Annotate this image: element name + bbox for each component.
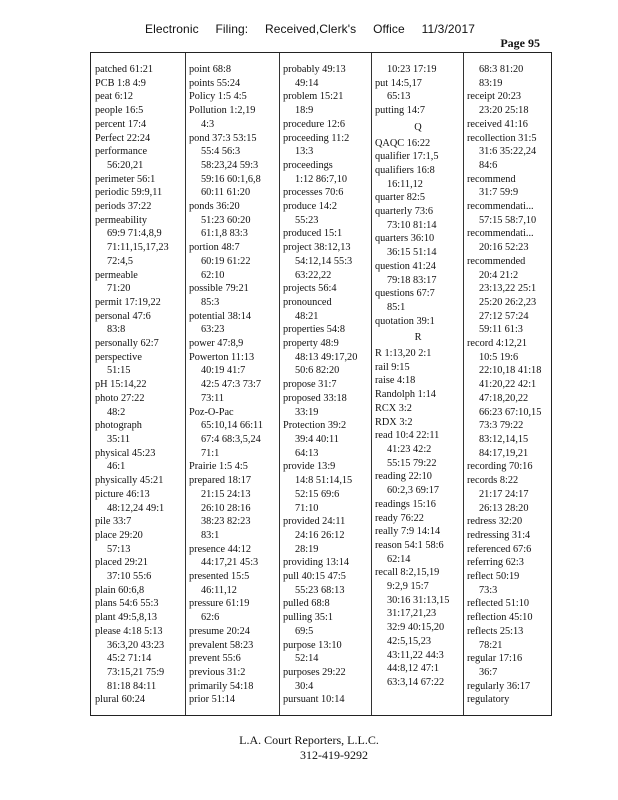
index-entry-continuation: 63:3,14 67:22 [387, 676, 445, 688]
index-entry: property 48:9 [283, 338, 339, 350]
index-entry-continuation: 60:2,3 69:17 [387, 485, 440, 497]
column-divider [371, 53, 372, 715]
index-entry: procedure 12:6 [283, 118, 346, 130]
index-entry: Poz-O-Pac [189, 406, 234, 418]
index-entry-continuation: 42:5,15,23 [387, 635, 432, 647]
index-entry: reflects 25:13 [467, 625, 524, 637]
index-entry: Policy 1:5 4:5 [189, 91, 247, 103]
index-entry-continuation: 84:6 [479, 159, 498, 171]
index-entry-continuation: 71:1 [201, 447, 220, 459]
index-column-2 [189, 63, 277, 711]
index-entry-continuation: 20:4 21:2 [479, 269, 519, 281]
index-entry-continuation: 48:13 49:17,20 [295, 351, 358, 363]
index-entry: recommendati... [467, 228, 534, 240]
index-entry: plural 60:24 [95, 694, 146, 706]
index-entry-continuation: 57:13 [107, 543, 131, 555]
footer-phone: 312-419-9292 [300, 748, 368, 762]
index-entry-continuation: 55:4 56:3 [201, 146, 241, 158]
index-entry-continuation: 66:23 67:10,15 [479, 406, 542, 418]
index-entry-continuation: 62:10 [201, 269, 225, 281]
index-entry: proceedings [283, 159, 333, 171]
index-entry: ponds 36:20 [189, 201, 240, 213]
reporter-footer [0, 733, 618, 763]
index-entry: photo 27:22 [95, 392, 145, 404]
index-entry-continuation: 18:9 [295, 105, 314, 117]
column-divider [463, 53, 464, 715]
index-entry: record 4:12,21 [467, 338, 528, 350]
index-entry: personal 47:6 [95, 310, 151, 322]
index-entry: read 10:4 22:11 [375, 430, 440, 442]
index-entry-continuation: 73:10 81:14 [387, 219, 437, 231]
index-entry: ready 76:22 [375, 512, 424, 524]
index-entry-continuation: 60:19 61:22 [201, 255, 251, 267]
index-entry: problem 15:21 [283, 91, 344, 103]
index-entry-continuation: 37:10 55:6 [107, 571, 152, 583]
index-entry: put 14:5,17 [375, 77, 422, 89]
index-entry: pursuant 10:14 [283, 694, 345, 706]
index-entry-continuation: 57:15 58:7,10 [479, 214, 537, 226]
index-entry: pond 37:3 53:15 [189, 132, 257, 144]
index-entry-continuation: 26:10 28:16 [201, 502, 251, 514]
index-entry-continuation: 36:15 51:14 [387, 247, 437, 259]
index-entry: propose 31:7 [283, 379, 337, 391]
index-entry: records 8:22 [467, 475, 519, 487]
index-entry-continuation: 73:3 79:22 [479, 420, 524, 432]
index-entry-continuation: 24:16 26:12 [295, 529, 345, 541]
index-entry: perspective [95, 351, 142, 363]
index-entry: reflected 51:10 [467, 598, 530, 610]
index-entry-continuation: 71:10 [295, 502, 319, 514]
index-entry: redressing 31:4 [467, 529, 531, 541]
index-entry-continuation: 72:4,5 [107, 255, 134, 267]
index-entry-continuation: 38:23 82:23 [201, 516, 251, 528]
index-entry: photograph [95, 420, 142, 432]
index-entry-continuation: 55:23 68:13 [295, 584, 345, 596]
index-entry: RCX 3:2 [375, 402, 412, 414]
index-entry: rail 9:15 [375, 361, 410, 373]
header-filing: Filing: [215, 22, 249, 36]
index-entry-continuation: 14:8 51:14,15 [295, 475, 353, 487]
index-entry: processes 70:6 [283, 187, 344, 199]
index-entry: placed 29:21 [95, 557, 148, 569]
index-entry-continuation: 46:1 [107, 461, 126, 473]
index-entry-continuation: 25:20 26:2,23 [479, 296, 537, 308]
section-letter: Q [414, 121, 422, 133]
index-entry: prepared 18:17 [189, 475, 252, 487]
index-entry: RDX 3:2 [375, 416, 413, 428]
index-entry: place 29:20 [95, 529, 143, 541]
index-entry: people 16:5 [95, 105, 144, 117]
index-entry: probably 49:13 [283, 64, 346, 75]
index-entry-continuation: 59:16 60:1,6,8 [201, 173, 261, 185]
index-entry: provide 13:9 [283, 461, 336, 473]
header-office: Office [373, 22, 405, 36]
index-entry: reason 54:1 58:6 [375, 539, 444, 551]
index-entry-continuation: 54:12,14 55:3 [295, 255, 353, 267]
index-column-5 [467, 63, 551, 711]
index-entry-continuation: 21:15 24:13 [201, 488, 251, 500]
index-entry-continuation: 31:7 59:9 [479, 187, 519, 199]
index-entry-continuation: 73:3 [479, 584, 498, 596]
index-entry-continuation: 58:23,24 59:3 [201, 159, 259, 171]
index-entry-continuation: 27:12 57:24 [479, 310, 529, 322]
index-entry-continuation: 71:11,15,17,23 [107, 242, 169, 254]
header-electronic: Electronic [145, 22, 199, 36]
index-entry: receipt 20:23 [467, 91, 522, 103]
index-column-4 [375, 63, 461, 711]
index-entry: referenced 67:6 [467, 543, 532, 555]
index-entry: quarters 36:10 [375, 233, 435, 245]
index-entry: qualifier 17:1,5 [375, 151, 439, 163]
index-entry: picture 46:13 [95, 488, 150, 500]
index-entry: Protection 39:2 [283, 420, 347, 432]
index-entry-continuation: 21:17 24:17 [479, 488, 529, 500]
index-entry: proposed 33:18 [283, 392, 347, 404]
index-entry: reflection 45:10 [467, 612, 533, 624]
index-entry-continuation: 78:21 [479, 639, 503, 651]
index-entry: patched 61:21 [95, 64, 154, 75]
index-entry-continuation: 23:20 25:18 [479, 105, 529, 117]
index-entry-continuation: 4:3 [201, 118, 215, 130]
index-frame [90, 52, 552, 716]
index-entry: points 55:24 [189, 77, 241, 89]
section-letter: R [414, 332, 422, 344]
index-entry-continuation: 67:4 68:3,5,24 [201, 433, 261, 445]
index-entry: questions 67:7 [375, 288, 435, 300]
index-entry: Powerton 11:13 [189, 351, 255, 363]
index-entry-continuation: 83:12,14,15 [479, 433, 529, 445]
index-entry-continuation: 46:11,12 [201, 584, 237, 596]
index-entry-continuation: 30:4 [295, 680, 314, 692]
index-column-1 [95, 63, 183, 711]
index-entry: personally 62:7 [95, 338, 159, 350]
index-entry-continuation: 52:14 [295, 653, 319, 665]
index-entry-continuation: 73:15,21 75:9 [107, 666, 165, 678]
index-entry: please 4:18 5:13 [95, 625, 163, 637]
index-entry-continuation: 36:3,20 43:23 [107, 639, 165, 651]
index-entry: recollection 31:5 [467, 132, 537, 144]
index-entry: quarterly 73:6 [375, 206, 434, 218]
index-entry-continuation: 61:1,8 83:3 [201, 228, 248, 240]
index-entry: question 41:24 [375, 260, 436, 272]
index-entry-continuation: 31:6 35:22,24 [479, 146, 537, 158]
index-entry: presence 44:12 [189, 543, 252, 555]
index-entry: regular 17:16 [467, 653, 523, 665]
index-entry: permit 17:19,22 [95, 296, 161, 308]
index-entry-continuation: 43:11,22 44:3 [387, 649, 444, 661]
index-entry: quarter 82:5 [375, 192, 426, 204]
index-entry-continuation: 62:14 [387, 553, 411, 565]
index-entry: recording 70:16 [467, 461, 533, 473]
index-entry: pH 15:14,22 [95, 379, 147, 391]
index-entry-continuation: 51:23 60:20 [201, 214, 251, 226]
index-entry-continuation: 83:19 [479, 77, 503, 89]
index-entry-continuation: 79:18 83:17 [387, 274, 437, 286]
index-entry-continuation: 10:23 17:19 [387, 64, 437, 75]
index-entry-continuation: 65:13 [387, 91, 411, 103]
index-entry-continuation: 13:3 [295, 146, 314, 158]
index-entry: primarily 54:18 [189, 680, 254, 692]
index-entry-continuation: 51:15 [107, 365, 131, 377]
index-entry: raise 4:18 [375, 375, 416, 387]
index-entry-continuation: 73:11 [201, 392, 225, 404]
index-entry: quotation 39:1 [375, 315, 435, 327]
index-entry-continuation: 50:6 82:20 [295, 365, 340, 377]
index-entry-continuation: 69:5 [295, 625, 314, 637]
index-entry: presume 20:24 [189, 625, 250, 637]
index-entry-continuation: 44:17,21 45:3 [201, 557, 259, 569]
index-entry: permeability [95, 214, 148, 226]
index-entry: pronounced [283, 296, 332, 308]
index-entry-continuation: 30:16 31:13,15 [387, 594, 450, 606]
index-entry: produced 15:1 [283, 228, 343, 240]
index-entry: recommended [467, 255, 526, 267]
page-number: Page 95 [500, 36, 540, 50]
index-entry-continuation: 10:5 19:6 [479, 351, 519, 363]
index-entry: produce 14:2 [283, 201, 338, 213]
index-entry-continuation: 44:8,12 47:1 [387, 663, 440, 675]
index-entry: presented 15:5 [189, 571, 250, 583]
index-entry: qualifiers 16:8 [375, 164, 435, 176]
index-entry-continuation: 60:11 61:20 [201, 187, 251, 199]
index-entry: PCB 1:8 4:9 [95, 77, 146, 89]
index-entry: power 47:8,9 [189, 338, 244, 350]
index-entry-continuation: 68:3 81:20 [479, 64, 524, 75]
index-entry-continuation: 32:9 40:15,20 [387, 622, 445, 634]
index-entry-continuation: 1:12 86:7,10 [295, 173, 348, 185]
index-entry-continuation: 85:3 [201, 296, 220, 308]
index-entry: Randolph 1:14 [375, 389, 436, 401]
index-entry-continuation: 48:21 [295, 310, 319, 322]
index-entry-continuation: 65:10,14 66:11 [201, 420, 263, 432]
index-entry-continuation: 39:4 40:11 [295, 433, 339, 445]
index-entry-continuation: 33:19 [295, 406, 319, 418]
index-entry-continuation: 48:12,24 49:1 [107, 502, 165, 514]
index-entry: purposes 29:22 [283, 666, 346, 678]
index-entry: R 1:13,20 2:1 [375, 348, 432, 360]
index-entry: pull 40:15 47:5 [283, 571, 346, 583]
index-entry: Prairie 1:5 4:5 [189, 461, 248, 473]
index-entry: perimeter 56:1 [95, 173, 156, 185]
index-entry-continuation: 16:11,12 [387, 178, 423, 190]
index-entry: plain 60:6,8 [95, 584, 145, 596]
index-entry: provided 24:11 [283, 516, 346, 528]
footer-company: L.A. Court Reporters, L.L.C. [239, 733, 379, 747]
index-entry-continuation: 85:1 [387, 301, 406, 313]
index-entry-continuation: 64:13 [295, 447, 319, 459]
index-entry: potential 38:14 [189, 310, 252, 322]
index-entry-continuation: 55:15 79:22 [387, 457, 437, 469]
index-entry-continuation: 22:10,18 41:18 [479, 365, 542, 377]
header-date: 11/3/2017 [421, 22, 475, 36]
index-entry-continuation: 26:13 28:20 [479, 502, 529, 514]
index-entry: recommendati... [467, 201, 534, 213]
index-entry: recall 8:2,15,19 [375, 567, 440, 579]
index-entry: previous 31:2 [189, 666, 246, 678]
index-entry: plant 49:5,8,13 [95, 612, 158, 624]
index-entry: really 7:9 14:14 [375, 526, 441, 538]
index-entry-continuation: 71:20 [107, 283, 131, 295]
index-entry-continuation: 47:18,20,22 [479, 392, 529, 404]
index-entry: pile 33:7 [95, 516, 132, 528]
index-entry: portion 48:7 [189, 242, 240, 254]
index-entry-continuation: 20:16 52:23 [479, 242, 529, 254]
index-entry: project 38:12,13 [283, 242, 351, 254]
index-entry: referring 62:3 [467, 557, 524, 569]
index-entry: pulling 35:1 [283, 612, 334, 624]
index-entry: peat 6:12 [95, 91, 134, 103]
index-entry: received 41:16 [467, 118, 528, 130]
index-entry-continuation: 56:20,21 [107, 159, 144, 171]
index-entry: redress 32:20 [467, 516, 523, 528]
header-received: Received,Clerk's [265, 22, 357, 36]
index-entry: periodic 59:9,11 [95, 187, 163, 199]
index-entry: prevent 55:6 [189, 653, 241, 665]
filing-header [145, 22, 475, 36]
index-entry: regulatory [467, 694, 510, 706]
index-entry: QAQC 16:22 [375, 137, 431, 149]
index-entry: percent 17:4 [95, 118, 147, 130]
index-column-3 [283, 63, 369, 711]
index-entry: reading 22:10 [375, 471, 432, 483]
index-entry-continuation: 40:19 41:7 [201, 365, 246, 377]
index-entry: Pollution 1:2,19 [189, 105, 256, 117]
index-entry-continuation: 81:18 84:11 [107, 680, 157, 692]
index-entry: periods 37:22 [95, 201, 152, 213]
index-entry: projects 56:4 [283, 283, 337, 295]
index-entry-continuation: 23:13,22 25:1 [479, 283, 537, 295]
column-divider [185, 53, 186, 715]
index-entry-continuation: 55:23 [295, 214, 319, 226]
index-entry: purpose 13:10 [283, 639, 342, 651]
index-entry-continuation: 41:20,22 42:1 [479, 379, 537, 391]
index-entry: recommend [467, 173, 516, 185]
index-entry: putting 14:7 [375, 105, 426, 117]
index-entry: proceeding 11:2 [283, 132, 350, 144]
index-entry: permeable [95, 269, 138, 281]
index-entry-continuation: 83:1 [201, 529, 220, 541]
index-entry-continuation: 63:22,22 [295, 269, 332, 281]
index-entry-continuation: 52:15 69:6 [295, 488, 340, 500]
index-entry-continuation: 49:14 [295, 77, 319, 89]
index-entry: physical 45:23 [95, 447, 156, 459]
index-entry-continuation: 62:6 [201, 612, 220, 624]
index-entry-continuation: 59:11 61:3 [479, 324, 523, 336]
index-entry: readings 15:16 [375, 498, 436, 510]
index-entry: pressure 61:19 [189, 598, 250, 610]
index-entry: pulled 68:8 [283, 598, 330, 610]
index-entry-continuation: 48:2 [107, 406, 126, 418]
index-entry: properties 54:8 [283, 324, 346, 336]
index-entry: performance [95, 146, 148, 158]
index-entry: regularly 36:17 [467, 680, 531, 692]
index-entry-continuation: 41:23 42:2 [387, 443, 432, 455]
index-entry-continuation: 42:5 47:3 73:7 [201, 379, 262, 391]
index-entry: physically 45:21 [95, 475, 164, 487]
index-entry-continuation: 9:2,9 15:7 [387, 581, 429, 593]
index-entry-continuation: 36:7 [479, 666, 498, 678]
index-entry: prior 51:14 [189, 694, 236, 706]
index-entry: reflect 50:19 [467, 571, 520, 583]
index-entry-continuation: 45:2 71:14 [107, 653, 152, 665]
index-entry-continuation: 35:11 [107, 433, 131, 445]
column-divider [279, 53, 280, 715]
index-entry: providing 13:14 [283, 557, 350, 569]
index-entry: possible 79:21 [189, 283, 249, 295]
index-entry-continuation: 83:8 [107, 324, 126, 336]
index-entry: Perfect 22:24 [95, 132, 151, 144]
index-entry: prevalent 58:23 [189, 639, 254, 651]
index-entry-continuation: 63:23 [201, 324, 225, 336]
index-entry: plans 54:6 55:3 [95, 598, 159, 610]
index-entry-continuation: 28:19 [295, 543, 319, 555]
index-entry-continuation: 31:17,21,23 [387, 608, 437, 620]
index-entry-continuation: 69:9 71:4,8,9 [107, 228, 162, 240]
index-entry-continuation: 84:17,19,21 [479, 447, 529, 459]
index-entry: point 68:8 [189, 64, 232, 75]
